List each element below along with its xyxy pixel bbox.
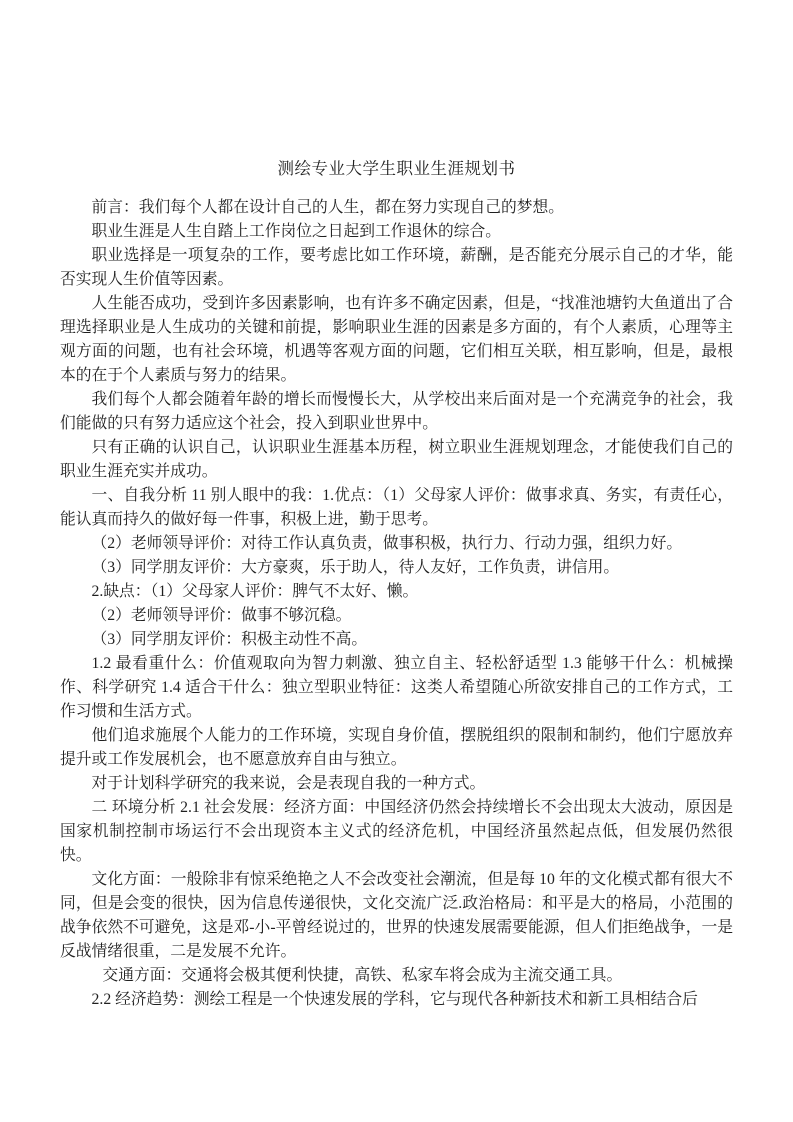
paragraph-foreword: 前言：我们每个人都在设计自己的人生，都在努力实现自己的梦想。 [91,199,564,216]
paragraph: 职业生涯是人生自踏上工作岗位之日起到工作退休的综合。 [91,223,501,240]
document-title: 测绘专业大学生职业生涯规划书 [277,159,516,178]
paragraph: 2.缺点：（1）父母家人评价：脾气不太好、懒。 [91,583,419,600]
paragraph: 2.2 经济趋势：测绘工程是一个快速发展的学科，它与现代各种新技术和新工具相结合后 [91,991,698,1008]
paragraph: （3）同学朋友评价：大方豪爽，乐于助人，待人友好，工作负责，讲信用。 [91,559,620,576]
paragraph: 人生能否成功，受到许多因素影响，也有许多不确定因素，但是，“找准池塘钓大鱼道出了合理选择职业是人生成功的关键和前提，影响职业生涯的因素是多方面的，有个人素质，心理等主观方面的问题，也有社会环境，机遇等客观方面的问题，它们相互关联，相互影响，但是，最根本的在于个人素质与努力的结果。 [60,295,733,384]
paragraph-section-environment-analysis: 二 环境分析 2.1 社会发展：经济方面：中国经济仍然会持续增长不会出现太大波动，原因是国家机制控制市场运行不会出现资本主义式的经济危机，中国经济虽然起点低，但发展仍然很快。 [60,799,733,864]
paragraph: 文化方面：一般除非有惊采绝艳之人不会改变社会潮流，但是每 10 年的文化模式都有很大不同，但是会变的很快，因为信息传递很快，文化交流广泛.政治格局：和平是大的格局，小范围的战争依然不可避免，这是邓-小-平曾经说过的，世界的快速发展需要能源，但人们拒绝战争，一是反战情绪很重，二是发展不允许。 [60,871,733,960]
paragraph: 1.2 最看重什么：价值观取向为智力刺激、独立自主、轻松舒适型 1.3 能够干什么：机械操作、科学研究 1.4 适合干什么：独立型职业特征：这类人希望随心所欲安排自己的工作方式，工作习惯和生活方式。 [60,655,733,720]
paragraph: （2）老师领导评价：做事不够沉稳。 [91,607,352,624]
paragraph: 职业选择是一项复杂的工作，要考虑比如工作环境，薪酬，是否能充分展示自己的才华，能否实现人生价值等因素。 [60,247,733,288]
paragraph: 只有正确的认识自己，认识职业生涯基本历程，树立职业生涯规划理念，才能使我们自己的职业生涯充实并成功。 [60,439,733,480]
paragraph: 我们每个人都会随着年龄的增长而慢慢长大，从学校出来后面对是一个充满竞争的社会，我们能做的只有努力适应这个社会，投入到职业世界中。 [60,391,733,432]
paragraph: （3）同学朋友评价：积极主动性不高。 [91,631,368,648]
paragraph: 他们追求施展个人能力的工作环境，实现自身价值，摆脱组织的限制和制约，他们宁愿放弃提升或工作发展机会，也不愿意放弃自由与独立。 [60,727,733,768]
paragraph: （2）老师领导评价：对待工作认真负责，做事积极，执行力、行动力强，组织力好。 [91,535,683,552]
paragraph: 交通方面：交通将会极其便利快捷，高铁、私家车将会成为主流交通工具。 [102,967,623,984]
document-content [60,157,733,1012]
paragraph: 对于计划科学研究的我来说，会是表现自我的一种方式。 [91,775,486,792]
paragraph-section-self-analysis: 一、自我分析 11 别人眼中的我：1.优点：（1）父母家人评价：做事求真、务实，有责任心，能认真而持久的做好每一件事，积极上进，勤于思考。 [60,487,733,528]
